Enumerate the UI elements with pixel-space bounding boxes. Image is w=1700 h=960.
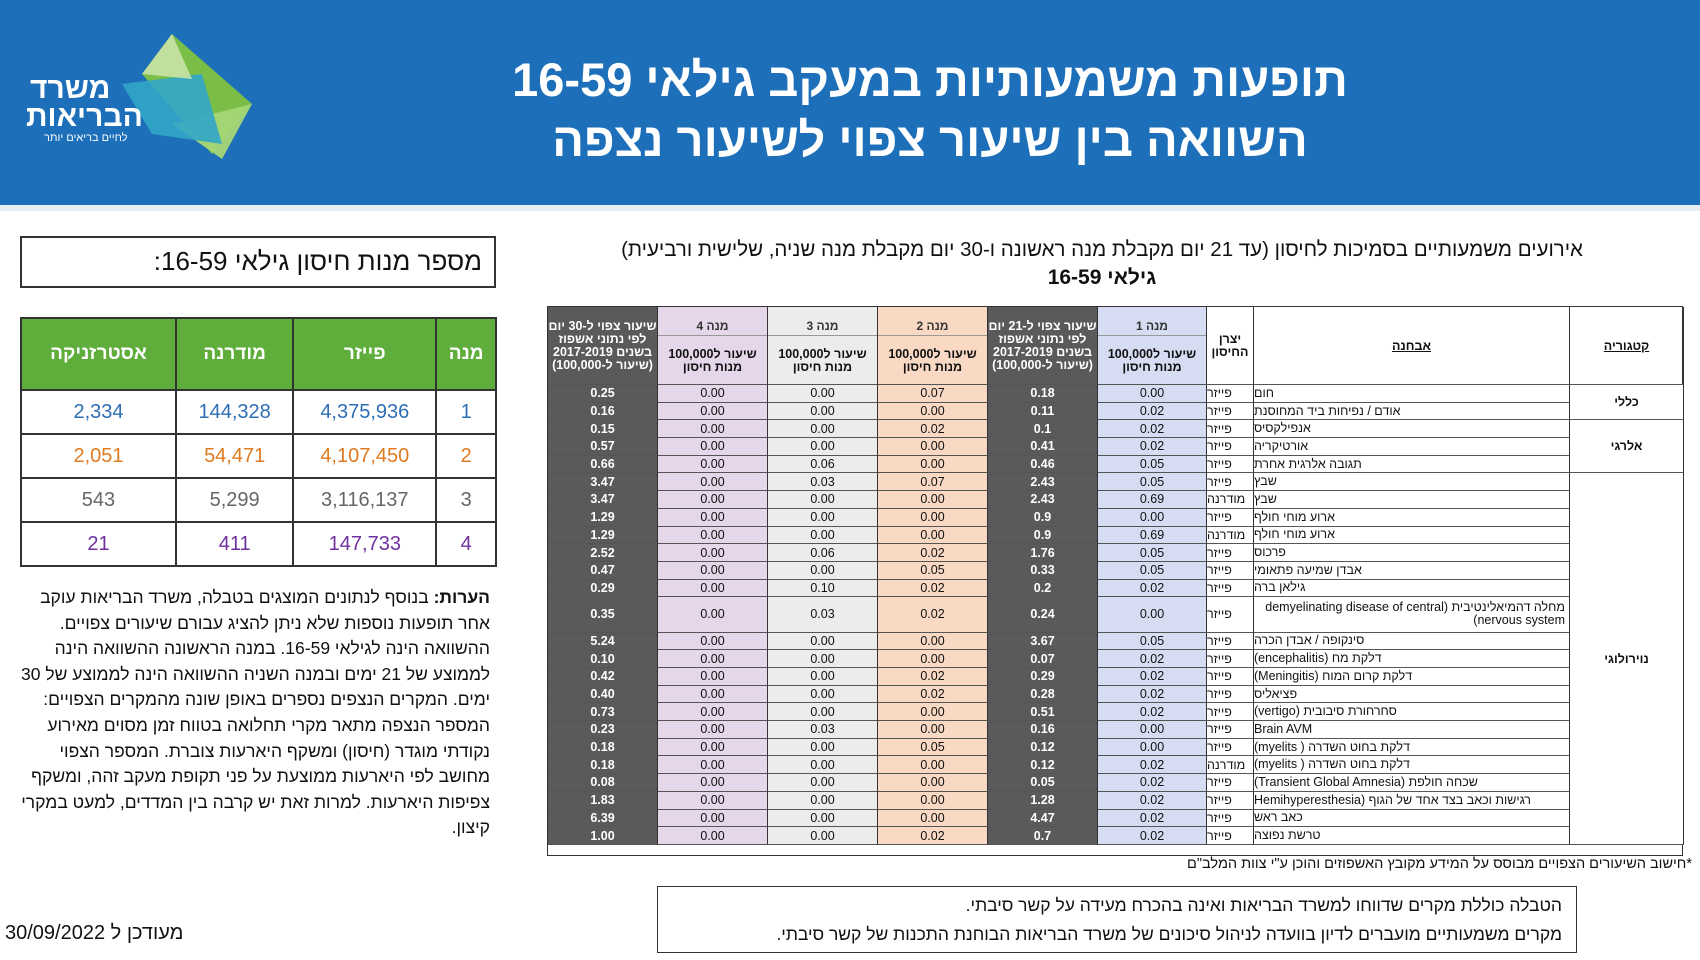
- notes-label: הערות:: [433, 587, 490, 607]
- updated-date: מעודכן ל 30/09/2022: [5, 922, 184, 944]
- dose4-rate-cell: 0.00: [658, 827, 768, 845]
- expected-21-cell: 0.28: [988, 686, 1098, 704]
- dose2-rate-cell: 0.00: [878, 438, 988, 456]
- notes-text: בנוסף לנתונים המוצגים בטבלה, משרד הבריאות עוקב אחר תופעות נוספות שלא ניתן להציג עבורם שיעורים צפויים. ההשוואה הינה לגילאי 16-59. במנה הראשונה ההשוואה הינה לממוצע של 21 ימים ובמנה השניה ההשוואה הינה לממוצע של 30 ימים. המקרים הנצפים נספרים באופן שונה מהמקרים הצפויים: המספר הנצפה מתאר מקרי תחלואה בטווח זמן מסוים מאירוע נקודתי מוגדר (חיסון) ומשקף היארעות צוברת. המספר הצפוי מחושב לפי היארעות ממוצעת על פני תקופת מעקב זהה, ומשקף צפיפות היארעות. למרות זאת יש קרבה בין המדדים, למעט במקרי קיצון.: [21, 587, 490, 838]
- dose4-rate-cell: 0.00: [658, 473, 768, 491]
- doses-cell: 147,733: [293, 522, 436, 566]
- dose2-rate-cell: 0.00: [878, 403, 988, 421]
- dose1-rate-cell: 0.02: [1098, 827, 1207, 845]
- dose4-rate-cell: 0.00: [658, 686, 768, 704]
- doses-cell: 144,328: [176, 390, 293, 434]
- events-table: [547, 306, 1683, 856]
- dose1-rate-cell: 0.05: [1098, 473, 1207, 491]
- diagnosis-cell: תגובה אלרגית אחרת: [1254, 456, 1570, 474]
- expected-21-cell: 0.11: [988, 403, 1098, 421]
- dose3-rate-cell: 0.00: [768, 774, 878, 792]
- dose2-rate-cell: 0.05: [878, 739, 988, 757]
- diagnosis-cell: שבץ: [1254, 491, 1570, 509]
- expected-21-cell: 4.47: [988, 810, 1098, 828]
- manufacturer-cell: פייזר: [1207, 544, 1254, 562]
- dose2-rate-cell: 0.00: [878, 527, 988, 545]
- expected-21-cell: 0.7: [988, 827, 1098, 845]
- dose2-rate-cell: 0.02: [878, 686, 988, 704]
- dose4-rate-cell: 0.00: [658, 562, 768, 580]
- expected-21-cell: 2.43: [988, 473, 1098, 491]
- dose2-rate-cell: 0.00: [878, 756, 988, 774]
- diagnosis-cell: שכחה חולפת (Transient Global Amnesia): [1254, 774, 1570, 792]
- dose4-rate-cell: 0.00: [658, 403, 768, 421]
- dose4-rate-cell: 0.00: [658, 491, 768, 509]
- doses-header-dose: מנה: [436, 318, 496, 390]
- doses-header-astrazeneca: אסטרזניקה: [21, 318, 176, 390]
- diagnosis-cell: דלקת מח (encephalitis): [1254, 650, 1570, 668]
- manufacturer-cell: מודרנה: [1207, 756, 1254, 774]
- dose1-rate-cell: 0.02: [1098, 403, 1207, 421]
- doses-cell: 2,051: [21, 434, 176, 478]
- dose4-rate-cell: 0.00: [658, 544, 768, 562]
- expected-21-cell: 0.2: [988, 580, 1098, 598]
- dose3-rate-cell: 0.00: [768, 739, 878, 757]
- diagnosis-cell: סחרחורת סיבובית (vertigo): [1254, 703, 1570, 721]
- dose4-rate-cell: 0.00: [658, 385, 768, 403]
- dose3-rate-cell: 0.00: [768, 650, 878, 668]
- expected-30-cell: 1.83: [548, 792, 658, 810]
- expected-21-cell: 0.18: [988, 385, 1098, 403]
- expected-21-cell: 0.29: [988, 668, 1098, 686]
- dose4-rate-cell: 0.00: [658, 774, 768, 792]
- dose4-rate-cell: 0.00: [658, 580, 768, 598]
- dose3-rate-cell: 0.00: [768, 686, 878, 704]
- doses-row-2: [21, 434, 496, 478]
- expected-21-cell: 0.41: [988, 438, 1098, 456]
- doses-row-3: [21, 478, 496, 522]
- doses-row-1: [21, 390, 496, 434]
- expected-30-cell: 0.08: [548, 774, 658, 792]
- dose4-rate-cell: 0.00: [658, 810, 768, 828]
- header-rate-label: שיעור ל100,000 מנות חיסון: [888, 346, 977, 374]
- dose3-rate-cell: 0.03: [768, 721, 878, 739]
- dose1-rate-cell: 0.69: [1098, 491, 1207, 509]
- expected-30-cell: 0.25: [548, 385, 658, 403]
- header-rate-label: שיעור ל100,000 מנות חיסון: [778, 346, 867, 374]
- doses-cell: 411: [176, 522, 293, 566]
- manufacturer-cell: מודרנה: [1207, 527, 1254, 545]
- dose4-rate-cell: 0.00: [658, 792, 768, 810]
- expected-30-cell: 6.39: [548, 810, 658, 828]
- diagnosis-cell: שבץ: [1254, 473, 1570, 491]
- header-dose-label: מנה 2: [878, 318, 987, 336]
- dose2-rate-cell: 0.00: [878, 703, 988, 721]
- dose4-rate-cell: 0.00: [658, 509, 768, 527]
- expected-30-cell: 0.57: [548, 438, 658, 456]
- dose1-rate-cell: 0.02: [1098, 580, 1207, 598]
- manufacturer-cell: פייזר: [1207, 774, 1254, 792]
- dose3-rate-cell: 0.03: [768, 597, 878, 632]
- header-dose4: [658, 307, 768, 385]
- dose3-rate-cell: 0.00: [768, 562, 878, 580]
- dose1-rate-cell: 0.02: [1098, 650, 1207, 668]
- manufacturer-cell: פייזר: [1207, 509, 1254, 527]
- dose2-rate-cell: 0.00: [878, 810, 988, 828]
- doses-cell: 5,299: [176, 478, 293, 522]
- events-table-age-group: גילאי 16-59: [1047, 266, 1157, 289]
- dose3-rate-cell: 0.06: [768, 544, 878, 562]
- dose3-rate-cell: 0.00: [768, 668, 878, 686]
- dose4-rate-cell: 0.00: [658, 668, 768, 686]
- expected-21-cell: 0.12: [988, 739, 1098, 757]
- doses-cell: 54,471: [176, 434, 293, 478]
- dose1-rate-cell: 0.05: [1098, 562, 1207, 580]
- manufacturer-cell: פייזר: [1207, 792, 1254, 810]
- diagnosis-cell: אודם / נפיחות ביד המחוסנת: [1254, 403, 1570, 421]
- expected-21-cell: 0.05: [988, 774, 1098, 792]
- manufacturer-cell: פייזר: [1207, 456, 1254, 474]
- category-neurological: נוירולוגי: [1570, 473, 1684, 844]
- diagnosis-cell: דלקת בחוט השדרה ( myelits): [1254, 756, 1570, 774]
- doses-table-title: מספר מנות חיסון גילאי 16-59:: [20, 236, 496, 288]
- dose3-rate-cell: 0.00: [768, 810, 878, 828]
- header-expected-21: שיעור צפוי ל-21 יום לפי נתוני אשפוז בשנים 2017-2019 (שיעור ל-100,000): [988, 307, 1098, 385]
- logo-text-health: הבריאות: [26, 100, 143, 133]
- diagnosis-cell: Brain AVM: [1254, 721, 1570, 739]
- dose1-rate-cell: 0.02: [1098, 774, 1207, 792]
- expected-30-cell: 0.29: [548, 580, 658, 598]
- dose3-rate-cell: 0.00: [768, 509, 878, 527]
- page-title-line1: תופעות משמעותיות במעקב גילאי 16-59: [512, 53, 1348, 106]
- expected-21-cell: 0.07: [988, 650, 1098, 668]
- dose3-rate-cell: 0.00: [768, 703, 878, 721]
- dose1-rate-cell: 0.00: [1098, 739, 1207, 757]
- header-manufacturer: יצרן החיסון: [1207, 307, 1254, 385]
- diagnosis-cell: אבדן שמיעה פתאומי: [1254, 562, 1570, 580]
- dose2-rate-cell: 0.05: [878, 562, 988, 580]
- dose1-rate-cell: 0.02: [1098, 438, 1207, 456]
- dose2-rate-cell: 0.00: [878, 633, 988, 651]
- dose1-rate-cell: 0.69: [1098, 527, 1207, 545]
- expected-21-cell: 1.76: [988, 544, 1098, 562]
- dose4-rate-cell: 0.00: [658, 721, 768, 739]
- doses-header-pfizer: פייזר: [293, 318, 436, 390]
- dose4-rate-cell: 0.00: [658, 597, 768, 632]
- diagnosis-cell: ארוע מוחי חולף: [1254, 509, 1570, 527]
- diagnosis-cell: דלקת קרום המוח (Meningitis): [1254, 668, 1570, 686]
- dose3-rate-cell: 0.00: [768, 633, 878, 651]
- dose4-rate-cell: 0.00: [658, 756, 768, 774]
- diagnosis-cell: גילאן ברה: [1254, 580, 1570, 598]
- dose3-rate-cell: 0.00: [768, 403, 878, 421]
- manufacturer-cell: מודרנה: [1207, 491, 1254, 509]
- header-rate-label: שיעור ל100,000 מנות חיסון: [668, 346, 757, 374]
- dose1-rate-cell: 0.00: [1098, 721, 1207, 739]
- dose3-rate-cell: 0.00: [768, 385, 878, 403]
- header-dose-label: מנה 1: [1098, 318, 1206, 336]
- dose2-rate-cell: 0.00: [878, 774, 988, 792]
- dose1-rate-cell: 0.05: [1098, 456, 1207, 474]
- disclaimer-box: [657, 886, 1577, 953]
- expected-21-cell: 0.33: [988, 562, 1098, 580]
- dose2-rate-cell: 0.00: [878, 491, 988, 509]
- diagnosis-cell: פרכוס: [1254, 544, 1570, 562]
- dose4-rate-cell: 0.00: [658, 420, 768, 438]
- diagnosis-cell: דלקת בחוט השדרה ( myelits): [1254, 739, 1570, 757]
- header-category: קטגוריה: [1570, 307, 1684, 385]
- diagnosis-cell: כאב ראש: [1254, 810, 1570, 828]
- manufacturer-cell: פייזר: [1207, 739, 1254, 757]
- diagnosis-cell: פציאליס: [1254, 686, 1570, 704]
- expected-30-cell: 0.10: [548, 650, 658, 668]
- manufacturer-cell: פייזר: [1207, 668, 1254, 686]
- expected-21-cell: 0.46: [988, 456, 1098, 474]
- disclaimer-line1: הטבלה כוללת מקרים שדווחו למשרד הבריאות ואינה בהכרח מעידה על קשר סיבתי.: [965, 895, 1562, 915]
- dose3-rate-cell: 0.06: [768, 456, 878, 474]
- dose3-rate-cell: 0.00: [768, 527, 878, 545]
- manufacturer-cell: פייזר: [1207, 650, 1254, 668]
- dose4-rate-cell: 0.00: [658, 633, 768, 651]
- expected-30-cell: 0.18: [548, 739, 658, 757]
- logo-text-ministry: משרד: [30, 72, 111, 105]
- doses-table: [20, 317, 497, 567]
- diagnosis-cell: חום: [1254, 385, 1570, 403]
- manufacturer-cell: פייזר: [1207, 686, 1254, 704]
- expected-30-cell: 0.66: [548, 456, 658, 474]
- expected-30-cell: 0.15: [548, 420, 658, 438]
- dose1-rate-cell: 0.02: [1098, 703, 1207, 721]
- expected-30-cell: 2.52: [548, 544, 658, 562]
- dose1-rate-cell: 0.05: [1098, 544, 1207, 562]
- manufacturer-cell: פייזר: [1207, 580, 1254, 598]
- diagnosis-cell: רגישות וכאב בצד אחד של הגוף (Hemihyperesthesia: [1254, 792, 1570, 810]
- manufacturer-cell: פייזר: [1207, 385, 1254, 403]
- diagnosis-cell: סינקופה / אבדן הכרה: [1254, 633, 1570, 651]
- events-table-title: [552, 236, 1652, 292]
- dose3-rate-cell: 0.00: [768, 420, 878, 438]
- header-dose-label: מנה 4: [658, 318, 767, 336]
- dose1-rate-cell: 0.00: [1098, 597, 1207, 632]
- expected-30-cell: 0.73: [548, 703, 658, 721]
- dose4-rate-cell: 0.00: [658, 703, 768, 721]
- expected-21-cell: 0.12: [988, 756, 1098, 774]
- doses-cell: 2,334: [21, 390, 176, 434]
- expected-30-cell: 0.47: [548, 562, 658, 580]
- dose2-rate-cell: 0.02: [878, 597, 988, 632]
- expected-30-cell: 0.23: [548, 721, 658, 739]
- category-allergic: אלרגי: [1570, 420, 1684, 473]
- logo-tagline: לחיים בריאים יותר: [44, 132, 128, 144]
- doses-cell: 1: [436, 390, 496, 434]
- dose1-rate-cell: 0.00: [1098, 385, 1207, 403]
- header-expected-30: שיעור צפוי ל-30 יום לפי נתוני אשפוז בשנים 2017-2019 (שיעור ל-100,000): [548, 307, 658, 385]
- expected-21-cell: 0.9: [988, 527, 1098, 545]
- header-dose-label: מנה 3: [768, 318, 877, 336]
- manufacturer-cell: פייזר: [1207, 721, 1254, 739]
- header-diagnosis: אבחנה: [1254, 307, 1570, 385]
- dose2-rate-cell: 0.00: [878, 650, 988, 668]
- dose4-rate-cell: 0.00: [658, 650, 768, 668]
- header-dose3: [768, 307, 878, 385]
- expected-21-cell: 0.16: [988, 721, 1098, 739]
- doses-cell: 543: [21, 478, 176, 522]
- doses-row-4: [21, 522, 496, 566]
- expected-30-cell: 0.40: [548, 686, 658, 704]
- dose1-rate-cell: 0.02: [1098, 792, 1207, 810]
- diagnosis-cell: טרשת נפוצה: [1254, 827, 1570, 845]
- dose1-rate-cell: 0.05: [1098, 633, 1207, 651]
- expected-30-cell: 3.47: [548, 491, 658, 509]
- expected-21-cell: 0.51: [988, 703, 1098, 721]
- doses-cell: 4: [436, 522, 496, 566]
- manufacturer-cell: פייזר: [1207, 703, 1254, 721]
- dose2-rate-cell: 0.07: [878, 473, 988, 491]
- header-dose2: [878, 307, 988, 385]
- expected-30-cell: 0.16: [548, 403, 658, 421]
- events-table-heading: אירועים משמעותיים בסמיכות לחיסון (עד 21 יום מקבלת מנה ראשונה ו-30 יום מקבלת מנה שניה, שלישית ורביעית): [621, 238, 1583, 261]
- expected-30-cell: 1.00: [548, 827, 658, 845]
- dose2-rate-cell: 0.02: [878, 827, 988, 845]
- manufacturer-cell: פייזר: [1207, 810, 1254, 828]
- dose2-rate-cell: 0.00: [878, 721, 988, 739]
- header-divider: [0, 205, 1700, 211]
- dose4-rate-cell: 0.00: [658, 527, 768, 545]
- dose2-rate-cell: 0.02: [878, 544, 988, 562]
- expected-21-cell: 3.67: [988, 633, 1098, 651]
- expected-30-cell: 0.35: [548, 597, 658, 632]
- expected-30-cell: 1.29: [548, 527, 658, 545]
- doses-cell: 2: [436, 434, 496, 478]
- doses-cell: 3: [436, 478, 496, 522]
- doses-header-row: [21, 318, 496, 390]
- dose2-rate-cell: 0.02: [878, 420, 988, 438]
- table-footnote: *חישוב השיעורים הצפויים מבוסס על המידע מקובץ האשפוזים והוכן ע"י צוות המלב"ם: [1187, 856, 1692, 872]
- manufacturer-cell: פייזר: [1207, 597, 1254, 632]
- dose4-rate-cell: 0.00: [658, 456, 768, 474]
- expected-30-cell: 1.29: [548, 509, 658, 527]
- disclaimer-line2: מקרים משמעותיים מועברים לדיון בוועדה לניהול סיכונים של משרד הבריאות הבוחנת התכנות של קשר סיבתי.: [776, 924, 1562, 944]
- expected-30-cell: 3.47: [548, 473, 658, 491]
- dose3-rate-cell: 0.00: [768, 827, 878, 845]
- manufacturer-cell: פייזר: [1207, 562, 1254, 580]
- diagnosis-cell: אורטיקריה: [1254, 438, 1570, 456]
- dose2-rate-cell: 0.00: [878, 792, 988, 810]
- page-title-line2: השוואה בין שיעור צפוי לשיעור נצפה: [552, 113, 1308, 166]
- dose2-rate-cell: 0.00: [878, 456, 988, 474]
- dose1-rate-cell: 0.02: [1098, 420, 1207, 438]
- dose2-rate-cell: 0.02: [878, 580, 988, 598]
- dose1-rate-cell: 0.02: [1098, 810, 1207, 828]
- doses-cell: 21: [21, 522, 176, 566]
- expected-30-cell: 5.24: [548, 633, 658, 651]
- category-general: כללי: [1570, 385, 1684, 420]
- doses-cell: 4,107,450: [293, 434, 436, 478]
- expected-21-cell: 1.28: [988, 792, 1098, 810]
- dose3-rate-cell: 0.03: [768, 473, 878, 491]
- dose2-rate-cell: 0.07: [878, 385, 988, 403]
- dose1-rate-cell: 0.02: [1098, 686, 1207, 704]
- dose2-rate-cell: 0.02: [878, 668, 988, 686]
- expected-21-cell: 0.9: [988, 509, 1098, 527]
- manufacturer-cell: פייזר: [1207, 633, 1254, 651]
- doses-header-moderna: מודרנה: [176, 318, 293, 390]
- manufacturer-cell: פייזר: [1207, 420, 1254, 438]
- dose3-rate-cell: 0.00: [768, 756, 878, 774]
- expected-30-cell: 0.42: [548, 668, 658, 686]
- doses-cell: 4,375,936: [293, 390, 436, 434]
- manufacturer-cell: פייזר: [1207, 473, 1254, 491]
- dose4-rate-cell: 0.00: [658, 438, 768, 456]
- dose1-rate-cell: 0.02: [1098, 756, 1207, 774]
- dose3-rate-cell: 0.00: [768, 792, 878, 810]
- header-rate-label: שיעור ל100,000 מנות חיסון: [1107, 346, 1197, 374]
- diagnosis-cell: ארוע מוחי חולף: [1254, 527, 1570, 545]
- dose4-rate-cell: 0.00: [658, 739, 768, 757]
- expected-21-cell: 2.43: [988, 491, 1098, 509]
- dose1-rate-cell: 0.00: [1098, 509, 1207, 527]
- expected-30-cell: 0.18: [548, 756, 658, 774]
- dose1-rate-cell: 0.02: [1098, 668, 1207, 686]
- dose3-rate-cell: 0.10: [768, 580, 878, 598]
- doses-cell: 3,116,137: [293, 478, 436, 522]
- dose3-rate-cell: 0.00: [768, 491, 878, 509]
- dose3-rate-cell: 0.00: [768, 438, 878, 456]
- expected-21-cell: 0.24: [988, 597, 1098, 632]
- manufacturer-cell: פייזר: [1207, 403, 1254, 421]
- dose2-rate-cell: 0.00: [878, 509, 988, 527]
- expected-21-cell: 0.1: [988, 420, 1098, 438]
- manufacturer-cell: פייזר: [1207, 827, 1254, 845]
- diagnosis-cell: מחלה דהמיאלינטיבית (demyelinating disease of central nervous system): [1254, 597, 1570, 632]
- notes-block: [20, 585, 490, 841]
- diagnosis-cell: אנפילקסיס: [1254, 420, 1570, 438]
- manufacturer-cell: פייזר: [1207, 438, 1254, 456]
- header-dose1: [1098, 307, 1207, 385]
